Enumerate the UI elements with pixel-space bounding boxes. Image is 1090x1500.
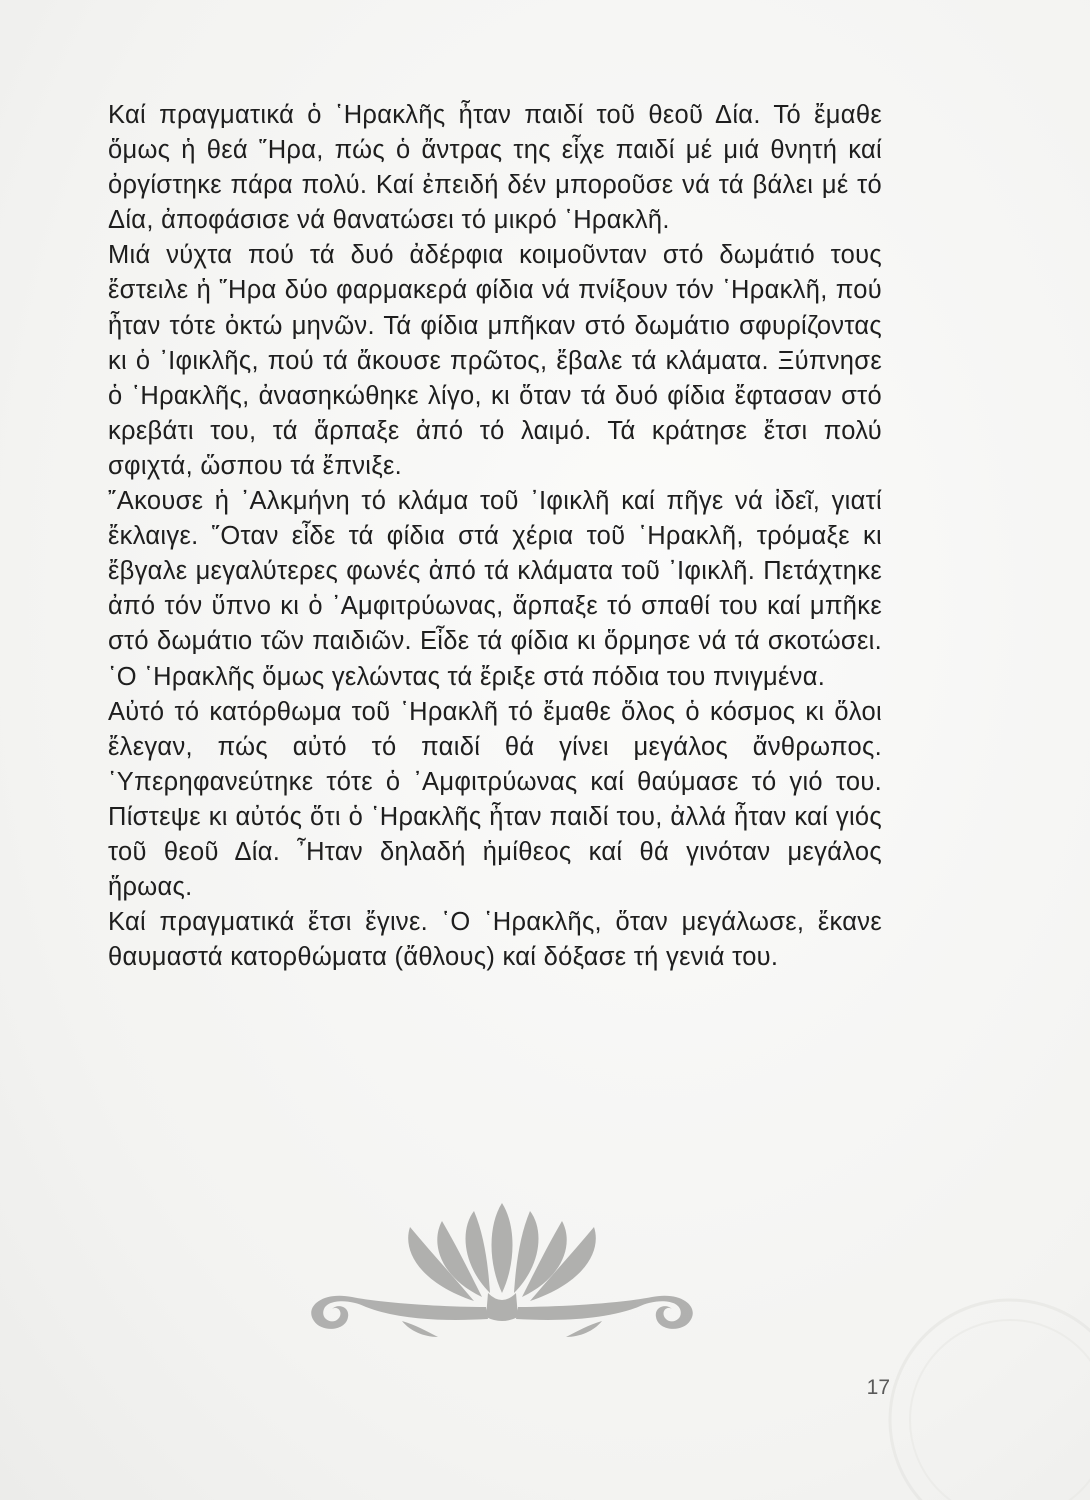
- paragraph: Καί πραγματικά ὁ ῾Ηρακλῆς ἦταν παιδί τοῦ θεοῦ Δία. Τό ἔμαθε ὅμως ἡ θεά ῞Ηρα, πώς ὁ ἄντρας της εἶχε παιδί μέ μιά θνητή καί ὀργίστηκε πάρα πολύ. Καί ἐπειδή δέν μποροῦσε νά τά βάλει μέ τό Δία, ἀποφάσισε νά θανατώσει τό μικρό ῾Ηρακλῆ.: [108, 101, 882, 235]
- paragraph: Αὐτό τό κατόρθωμα τοῦ ῾Ηρακλῆ τό ἔμαθε ὅλος ὁ κόσμος κι ὅλοι ἔλεγαν, πώς αὐτό τό παιδί θά γίνει μεγάλος ἄνθρωπος. ῾Υπερηφανεύτηκε τότε ὁ ᾿Αμφιτρύωνας καί θαύμασε τό γιό του. Πίστεψε κι αὐτός ὅτι ὁ ῾Ηρακλῆς ἦταν παιδί του, ἀλλά ἦταν καί γιός τοῦ θεοῦ Δία. ῏Ηταν δηλαδή ἡμίθεος καί θά γινόταν μεγάλος ἥρωας.: [108, 697, 882, 902]
- page-number: 17: [866, 1376, 890, 1399]
- paragraph: ῎Ακουσε ἡ ᾿Αλκμήνη τό κλάμα τοῦ ᾿Ιφικλῆ καί πῆγε νά ἰδεῖ, γιατί ἔκλαιγε. ῞Οταν εἶδε τά φίδια στά χέρια τοῦ ῾Ηρακλῆ, τρόμαξε κι ἔβγαλε μεγαλύτερες φωνές ἀπό τά κλάματα τοῦ ᾿Ιφικλῆ. Πετάχτηκε ἀπό τόν ὕπνο κι ὁ ᾿Αμφιτρύωνας, ἅρπαξε τό σπαθί του καί μπῆκε στό δωμάτιο τῶν παιδιῶν. Εἶδε τά φίδια κι ὅρμησε νά τά σκοτώσει. ῾Ο ῾Ηρακλῆς ὅμως γελώντας τά ἔριξε στά πόδια του πνιγμένα.: [108, 487, 882, 691]
- paragraph: Μιά νύχτα πού τά δυό ἀδέρφια κοιμοῦνταν στό δωμάτιό τους ἔστειλε ἡ ῞Ηρα δύο φαρμακερά φίδια νά πνίξουν τόν ῾Ηρακλῆ, πού ἦταν τότε ὀκτώ μηνῶν. Τά φίδια μπῆκαν στό δωμάτιο σφυρίζοντας κι ὁ ᾿Ιφικλῆς, πού τά ἄκουσε πρῶτος, ἔβαλε τά κλάματα. Ξύπνησε ὁ ῾Ηρακλῆς, ἀνασηκώθηκε λίγο, κι ὅταν τά δυό φίδια ἔφτασαν στό κρεβάτι του, τά ἅρπαξε ἀπό τό λαιμό. Τά κράτησε ἔτσι πολύ σφιχτά, ὥσπου τά ἔπνιξε.: [108, 241, 882, 480]
- palmette-ornament-icon: [292, 1185, 712, 1345]
- paragraph: Καί πραγματικά ἔτσι ἔγινε. ῾Ο ῾Ηρακλῆς, ὅταν μεγάλωσε, ἔκανε θαυμαστά κατορθώματα (ἄθλους) καί δόξασε τή γενιά του.: [108, 908, 882, 972]
- body-text: [108, 98, 882, 975]
